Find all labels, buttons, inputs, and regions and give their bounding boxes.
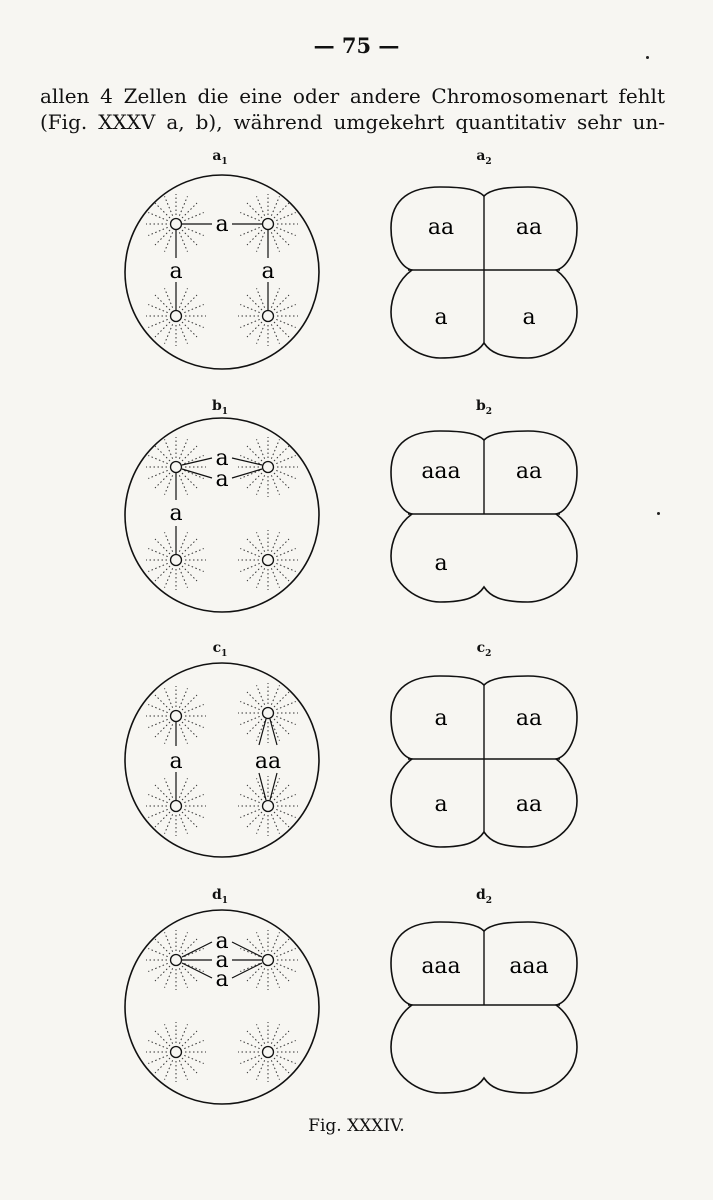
panel-c2-cells bbox=[391, 676, 577, 847]
chromosome-label: aa bbox=[254, 749, 282, 774]
label-d2: $d_2$ bbox=[475, 887, 493, 906]
cell-label: aa bbox=[427, 215, 455, 240]
label-c1: $c_1$ bbox=[212, 640, 228, 659]
figure-caption: Fig. XXXIV. bbox=[308, 1116, 405, 1136]
cell-label: aaa bbox=[421, 954, 461, 979]
cell-label: aa bbox=[515, 459, 543, 484]
cell-label: aa bbox=[515, 215, 543, 240]
cell-label: a bbox=[434, 305, 448, 330]
chromosome-label: a bbox=[215, 948, 229, 973]
print-speck bbox=[646, 56, 649, 59]
panel-b1-egg bbox=[125, 418, 319, 612]
label-b1: $b_1$ bbox=[211, 398, 229, 417]
chromosome-label: a bbox=[215, 967, 229, 992]
panel-d1-egg bbox=[125, 910, 319, 1104]
chromosome-label: a bbox=[215, 929, 229, 954]
label-c2: $c_2$ bbox=[476, 640, 492, 659]
cell-label: aa bbox=[515, 792, 543, 817]
cell-label: aaa bbox=[421, 459, 461, 484]
label-a2: $a_2$ bbox=[476, 148, 492, 167]
chromosome-label: a bbox=[169, 501, 183, 526]
chromosome-label: a bbox=[169, 259, 183, 284]
chromosome-label: a bbox=[215, 446, 229, 471]
chromosome-label: a bbox=[215, 467, 229, 492]
chromosome-label: a bbox=[215, 212, 229, 237]
cell-label: a bbox=[522, 305, 536, 330]
panel-a1-egg bbox=[125, 175, 319, 369]
chromosome-label: a bbox=[169, 749, 183, 774]
panel-b2-cells bbox=[391, 431, 577, 602]
cell-label: aaa bbox=[509, 954, 549, 979]
body-text-line-1: allen 4 Zellen die eine oder andere Chromosomenart fehlt bbox=[40, 84, 665, 108]
cell-label: a bbox=[434, 706, 448, 731]
panel-d2-cells bbox=[391, 922, 577, 1093]
chromosome-label: a bbox=[261, 259, 275, 284]
panel-a2-cells bbox=[391, 187, 577, 358]
label-d1: $d_1$ bbox=[211, 887, 229, 906]
label-b2: $b_2$ bbox=[475, 398, 493, 417]
cell-label: a bbox=[434, 792, 448, 817]
panel-c1-egg bbox=[125, 663, 319, 857]
print-speck bbox=[657, 512, 660, 515]
label-a1: $a_1$ bbox=[212, 148, 228, 167]
cell-label: a bbox=[434, 551, 448, 576]
page-number: — 75 — bbox=[313, 33, 400, 58]
cell-label: aa bbox=[515, 706, 543, 731]
body-text-line-2: (Fig. XXXV a, b), während umgekehrt quantitativ sehr un- bbox=[40, 110, 665, 134]
